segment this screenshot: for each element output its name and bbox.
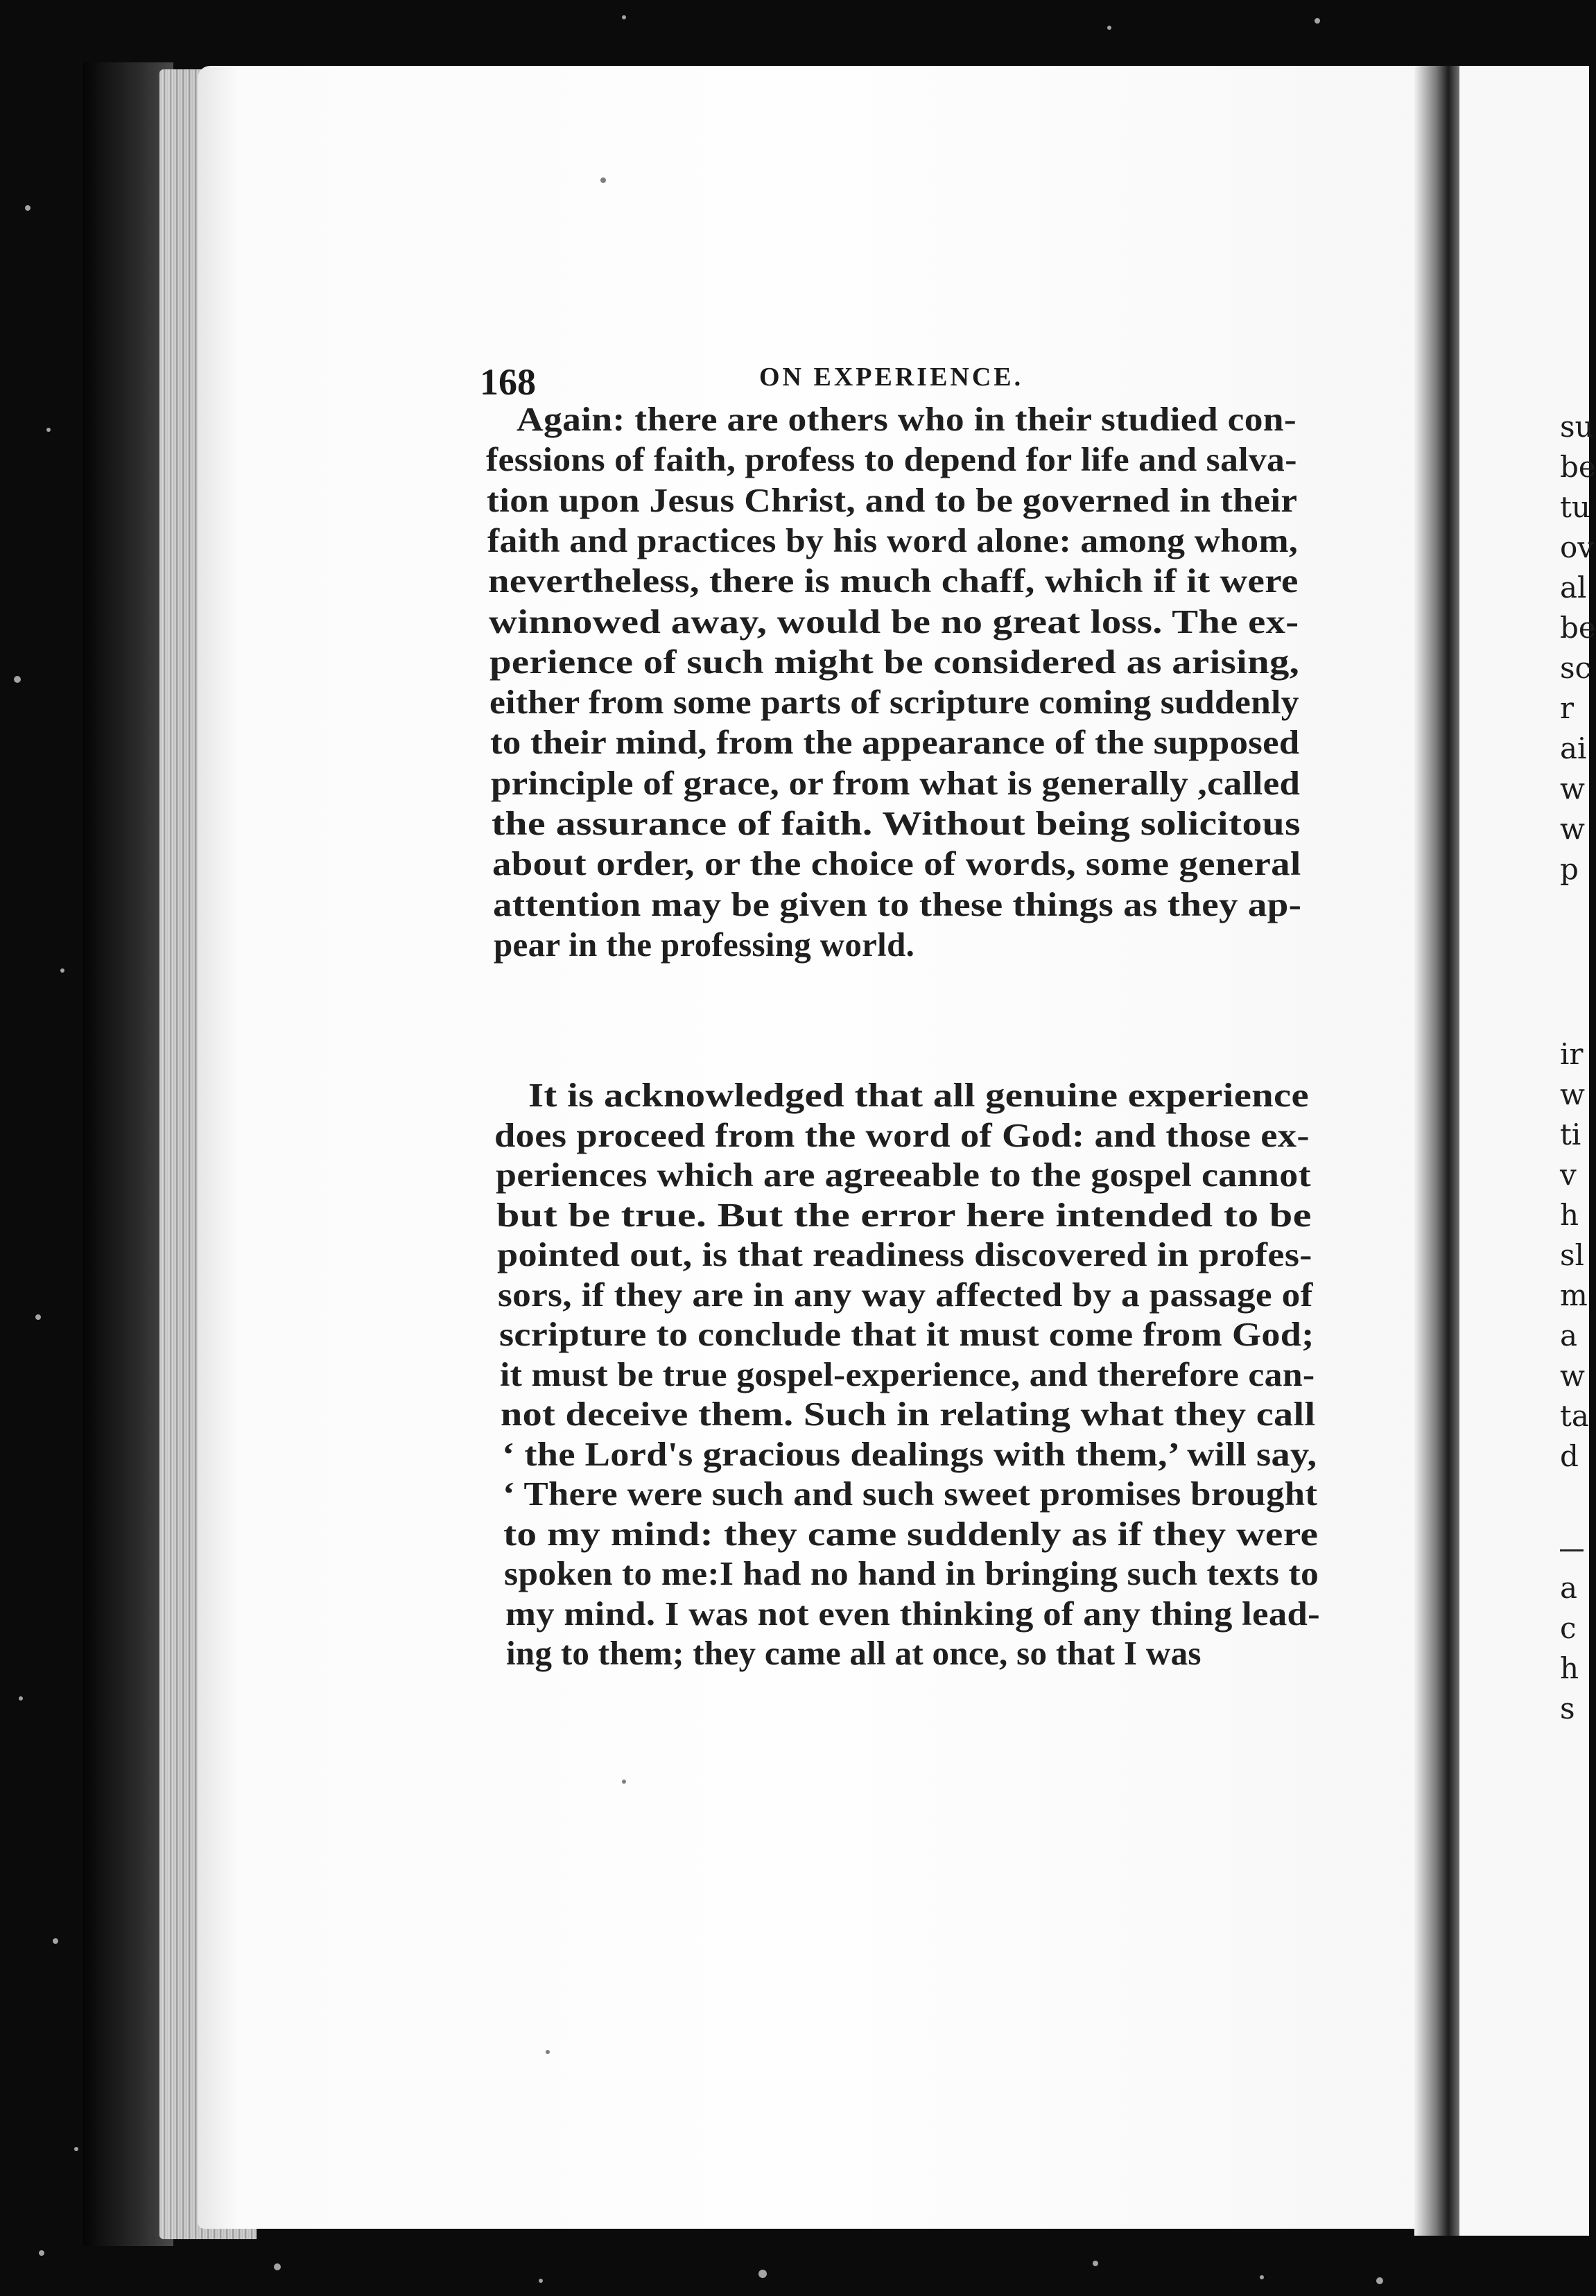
text-line: principle of grace, or from what is generally ,called	[491, 763, 1301, 802]
text-line: ‘ There were such and such sweet promises brought	[502, 1475, 1318, 1513]
text-line: about order, or the choice of words, some general	[492, 844, 1301, 883]
text-line: faith and practices by his word alone: among whom,	[487, 521, 1298, 559]
text-line: scripture to conclude that it must come from God;	[498, 1315, 1315, 1353]
facing-page-fragment: v	[1560, 1158, 1577, 1192]
text-line: sors, if they are in any way affected by a passage of	[498, 1275, 1314, 1314]
text-line: does proceed from the word of God: and those ex-	[494, 1115, 1310, 1154]
facing-page-fragment: p	[1560, 852, 1579, 886]
page-number: 168	[480, 361, 536, 403]
facing-page-fragment: ti	[1560, 1117, 1581, 1151]
text-line: perience of such might be considered as arising,	[489, 642, 1299, 681]
facing-page-fragment: a	[1560, 1571, 1578, 1605]
text-line: not deceive them. Such in relating what they call	[501, 1395, 1316, 1433]
facing-page-fragment: su	[1560, 410, 1594, 444]
page-gutter	[1414, 66, 1463, 2236]
facing-page-fragment: sl	[1560, 1238, 1584, 1272]
text-line: but be true. But the error here intended to be	[496, 1195, 1312, 1234]
text-line: pointed out, is that readiness discovered in profes-	[497, 1235, 1312, 1273]
facing-page-fragment: w	[1560, 772, 1585, 806]
text-line: my mind. I was not even thinking of any thing lead-	[505, 1594, 1320, 1633]
facing-page-fragment: ov	[1560, 530, 1595, 564]
text-line: periences which are agreeable to the gospel cannot	[495, 1156, 1311, 1194]
facing-page-dash	[1560, 1549, 1584, 1551]
text-line: the assurance of faith. Without being solicitous	[492, 804, 1301, 842]
text-line: ing to them; they came all at once, so that I was	[506, 1634, 1202, 1672]
text-line: it must be true gospel-experience, and therefore can-	[500, 1355, 1315, 1393]
facing-page-fragment: w	[1560, 812, 1585, 846]
text-line: ‘ the Lord's gracious dealings with them,’ will say,	[501, 1434, 1317, 1473]
text-line: Again: there are others who in their studied con-	[517, 400, 1297, 438]
text-line: attention may be given to these things as they ap-	[493, 885, 1302, 923]
facing-page-fragment: m	[1560, 1278, 1588, 1312]
facing-page-fragment: be	[1560, 611, 1596, 645]
facing-page-fragment: ir	[1560, 1037, 1584, 1071]
text-line: It is acknowledged that all genuine experience	[528, 1076, 1309, 1114]
facing-page-fragment: w	[1560, 1077, 1585, 1111]
facing-page-fragment: c	[1560, 1611, 1577, 1645]
text-line: winnowed away, would be no great loss. The ex-	[488, 602, 1299, 641]
text-line: spoken to me:I had no hand in bringing such texts to	[504, 1554, 1319, 1592]
facing-page-fragment: ai	[1560, 731, 1587, 765]
facing-page-fragment: be	[1560, 450, 1596, 484]
text-line: nevertheless, there is much chaff, which if it were	[487, 562, 1299, 600]
text-line: either from some parts of scripture coming suddenly	[489, 683, 1300, 722]
text-line: fessions of faith, profess to depend for life and salva-	[485, 440, 1297, 479]
facing-page-fragment: al	[1560, 571, 1587, 605]
facing-page-fragment: tu	[1560, 490, 1590, 524]
facing-page-fragment: h	[1560, 1651, 1579, 1685]
facing-page-fragment: w	[1560, 1359, 1585, 1393]
facing-page-fragment: d	[1560, 1439, 1579, 1473]
facing-page-fragment: r	[1560, 691, 1575, 725]
facing-page-fragment: sc	[1560, 651, 1592, 685]
facing-page-fragment: s	[1560, 1691, 1575, 1725]
running-title: ON EXPERIENCE.	[759, 363, 1024, 392]
text-line: to my mind: they came suddenly as if they were	[503, 1514, 1319, 1553]
text-line: tion upon Jesus Christ, and to be governed in their	[486, 480, 1298, 519]
text-line: pear in the professing world.	[494, 925, 915, 964]
facing-page-fragment: h	[1560, 1198, 1579, 1232]
text-line: to their mind, from the appearance of the supposed	[490, 723, 1300, 762]
facing-page-fragment: ta	[1560, 1399, 1589, 1433]
facing-page-fragment: a	[1560, 1319, 1578, 1353]
